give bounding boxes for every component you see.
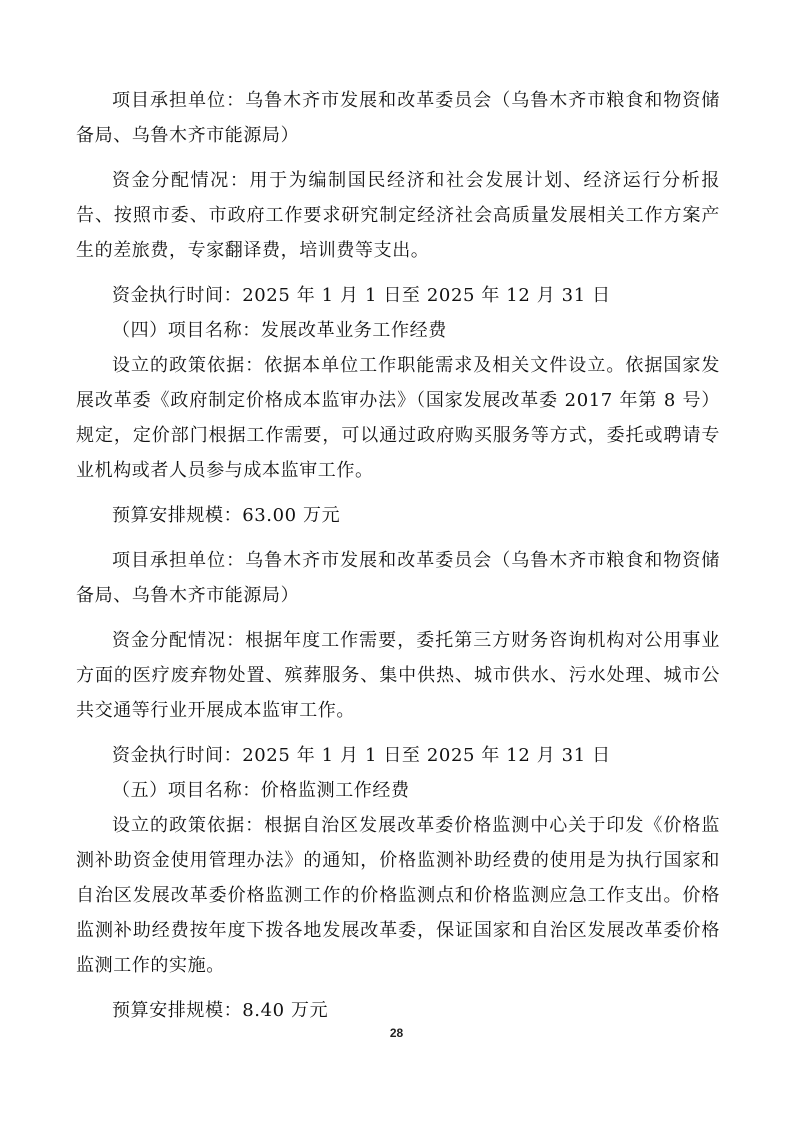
- paragraph-policy-basis: 设立的政策依据：依据本单位工作职能需求及相关文件设立。依据国家发展改革委《政府制定价格成本监审办法》（国家发展改革委 2017 年第 8 号）规定，定价部门根据工作需要，可以通过政府购买服务等方式，委托或聘请专业机构或者人员参与成本监审工作。: [76, 355, 720, 481]
- page-number: 28: [389, 1026, 404, 1040]
- paragraph-project-unit: 项目承担单位：乌鲁木齐市发展和改革委员会（乌鲁木齐市粮食和物资储备局、乌鲁木齐市能源局）: [76, 90, 720, 146]
- paragraph-project-unit: 项目承担单位：乌鲁木齐市发展和改革委员会（乌鲁木齐市粮食和物资储备局、乌鲁木齐市能源局）: [76, 550, 720, 606]
- heading-project-4: （四）项目名称：发展改革业务工作经费: [112, 320, 447, 341]
- paragraph-execution-time: 资金执行时间：2025 年 1 月 1 日至 2025 年 12 月 31 日: [112, 745, 611, 766]
- document-body: [76, 83, 720, 1028]
- paragraph-budget-scale: 预算安排规模：63.00 万元: [112, 505, 341, 526]
- paragraph-budget-scale: 预算安排规模：8.40 万元: [112, 1000, 329, 1021]
- paragraph-fund-allocation: 资金分配情况：用于为编制国民经济和社会发展计划、经济运行分析报告、按照市委、市政府工作要求研究制定经济社会高质量发展相关工作方案产生的差旅费，专家翻译费，培训费等支出。: [76, 170, 720, 261]
- paragraph-execution-time: 资金执行时间：2025 年 1 月 1 日至 2025 年 12 月 31 日: [112, 285, 611, 306]
- heading-project-5: （五）项目名称：价格监测工作经费: [112, 780, 410, 801]
- paragraph-policy-basis: 设立的政策依据：根据自治区发展改革委价格监测中心关于印发《价格监测补助资金使用管理办法》的通知，价格监测补助经费的使用是为执行国家和自治区发展改革委价格监测工作的价格监测点和价格监测应急工作支出。价格监测补助经费按年度下拨各地发展改革委，保证国家和自治区发展改革委价格监测工作的实施。: [76, 815, 720, 976]
- paragraph-fund-allocation: 资金分配情况：根据年度工作需要，委托第三方财务咨询机构对公用事业方面的医疗废弃物处置、殡葬服务、集中供热、城市供水、污水处理、城市公共交通等行业开展成本监审工作。: [76, 630, 720, 721]
